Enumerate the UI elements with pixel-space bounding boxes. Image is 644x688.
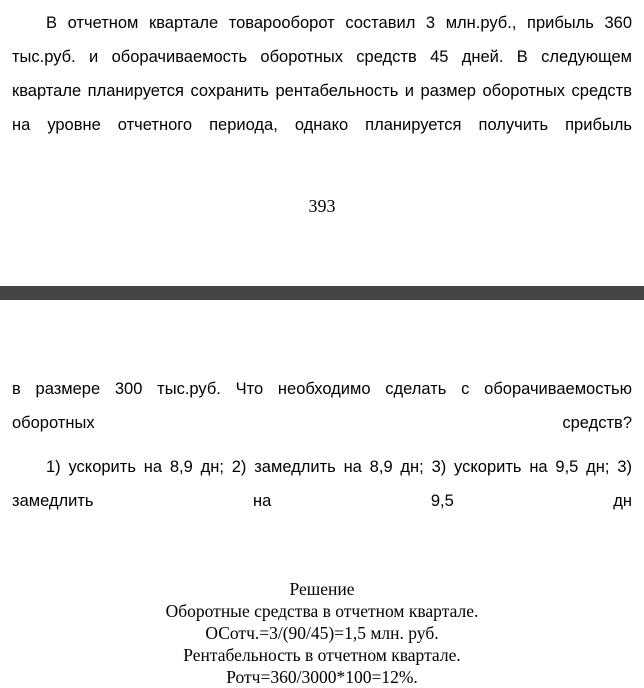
problem-paragraph-continuation: в размере 300 тыс.руб. Что необходимо сделать с оборачиваемостью оборотных средств?	[12, 380, 632, 432]
page-separator	[0, 286, 644, 300]
solution-heading: Решение	[289, 579, 355, 599]
solution-block	[0, 578, 644, 688]
solution-line: Рентабельность в отчетном квартале.	[183, 645, 461, 665]
answer-options: 1) ускорить на 8,9 дн; 2) замедлить на 8,9 дн; 3) ускорить на 9,5 дн; 3) замедлить на 9,5 дн	[12, 458, 632, 510]
solution-line: ОСотч.=3/(90/45)=1,5 млн. руб.	[205, 623, 439, 643]
problem-paragraph: В отчетном квартале товарооборот составил 3 млн.руб., прибыль 360 тыс.руб. и оборачиваемость оборотных средств 45 дней. В следующем квартале планируется сохранить рентабельность и размер оборотных средств на уровне отчетного периода, однако планируется получить прибыль	[12, 14, 632, 134]
page-number: 393	[308, 196, 336, 216]
solution-line: Оборотные средства в отчетном квартале.	[165, 601, 479, 621]
document-page-top	[0, 0, 644, 286]
document-page-bottom	[0, 300, 644, 685]
solution-line: Ротч=360/3000*100=12%.	[226, 667, 418, 687]
